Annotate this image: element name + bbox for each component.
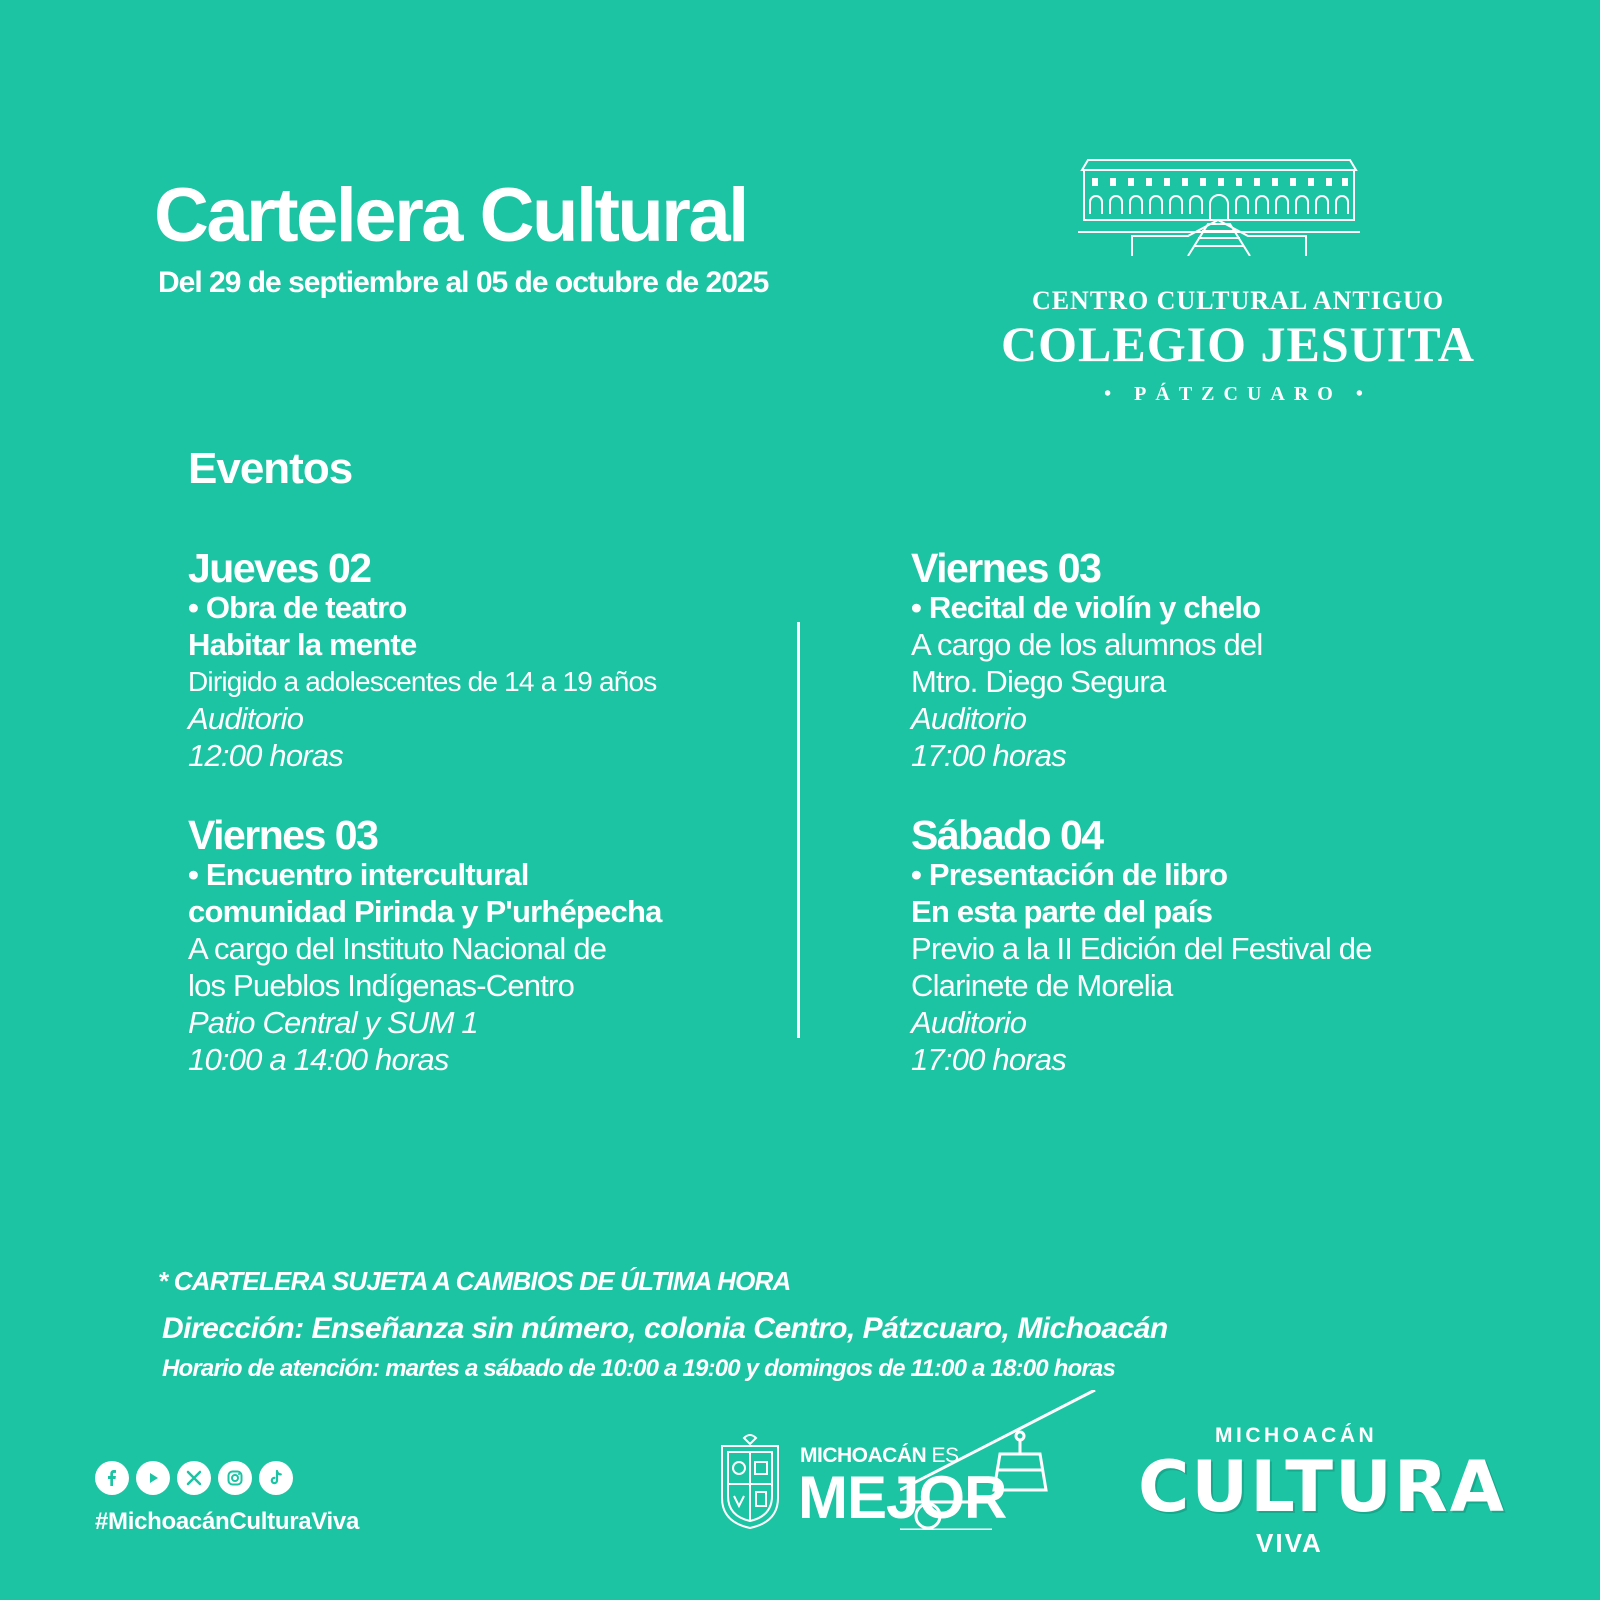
changes-note: * CARTELERA SUJETA A CAMBIOS DE ÚLTIMA HORA <box>158 1266 791 1296</box>
gov-logo-top-bold: MICHOACÁN <box>800 1444 927 1467</box>
brand-line-2: COLEGIO JESUITA <box>1001 316 1475 372</box>
state-shield-icon <box>718 1432 782 1532</box>
gov-logo-top-thin: ES <box>926 1444 959 1467</box>
facebook-icon[interactable] <box>95 1461 129 1495</box>
event-time: 17:00 horas <box>911 738 1066 773</box>
event-description: los Pueblos Indígenas-Centro <box>188 968 575 1003</box>
cultura-logo-bottom: VIVA <box>1256 1528 1323 1558</box>
event-time: 12:00 horas <box>188 738 343 773</box>
brand-line-1: CENTRO CULTURAL ANTIGUO <box>1031 286 1445 315</box>
colegio-jesuita-logo <box>978 158 1498 406</box>
event-card <box>911 812 1372 1078</box>
cultura-logo-top: MICHOACÁN <box>1215 1424 1378 1447</box>
event-day: Viernes 03 <box>911 545 1101 591</box>
event-day: Jueves 02 <box>188 545 371 591</box>
gov-logo-main: MEJOR <box>798 1464 1007 1531</box>
event-day: Viernes 03 <box>188 812 378 858</box>
event-name: comunidad Pirinda y P'urhépecha <box>188 894 662 929</box>
event-description: Dirigido a adolescentes de 14 a 19 años <box>188 666 657 697</box>
building-icon <box>1078 158 1360 256</box>
address: Dirección: Enseñanza sin número, colonia Centro, Pátzcuaro, Michoacán <box>162 1312 1168 1345</box>
column-divider <box>797 622 800 1038</box>
event-type: • Presentación de libro <box>911 857 1228 892</box>
event-type: • Recital de violín y chelo <box>911 590 1261 625</box>
event-type: • Encuentro intercultural <box>188 857 529 892</box>
event-time: 17:00 horas <box>911 1042 1066 1077</box>
date-range: Del 29 de septiembre al 05 de octubre de 2025 <box>158 266 769 299</box>
section-title: Eventos <box>188 444 353 493</box>
event-place: Auditorio <box>911 1005 1027 1040</box>
event-time: 10:00 a 14:00 horas <box>188 1042 449 1077</box>
event-card <box>911 545 1263 774</box>
event-description: Mtro. Diego Segura <box>911 664 1166 699</box>
brand-line-3: • PÁTZCUARO • <box>1104 382 1372 405</box>
cultura-logo-main: CULTURA <box>1138 1446 1506 1528</box>
event-name: En esta parte del país <box>911 894 1213 929</box>
event-card <box>188 812 662 1078</box>
event-description: Previo a la II Edición del Festival de <box>911 931 1372 966</box>
event-description: Clarinete de Morelia <box>911 968 1173 1003</box>
instagram-icon[interactable] <box>218 1461 252 1495</box>
event-description: A cargo del Instituto Nacional de <box>188 931 607 966</box>
tiktok-icon[interactable] <box>259 1461 293 1495</box>
social-links <box>95 1461 293 1495</box>
event-day: Sábado 04 <box>911 812 1103 858</box>
page-title: Cartelera Cultural <box>154 173 747 258</box>
event-name: Habitar la mente <box>188 627 417 662</box>
x-icon[interactable] <box>177 1461 211 1495</box>
hashtag: #MichoacánCulturaViva <box>95 1508 360 1535</box>
opening-hours: Horario de atención: martes a sábado de 10:00 a 19:00 y domingos de 11:00 a 18:00 horas <box>162 1355 1116 1382</box>
event-description: A cargo de los alumnos del <box>911 627 1263 662</box>
event-place: Auditorio <box>188 701 304 736</box>
event-place: Patio Central y SUM 1 <box>188 1005 478 1040</box>
event-type: • Obra de teatro <box>188 590 407 625</box>
event-place: Auditorio <box>911 701 1027 736</box>
youtube-icon[interactable] <box>136 1461 170 1495</box>
event-card <box>188 545 657 774</box>
